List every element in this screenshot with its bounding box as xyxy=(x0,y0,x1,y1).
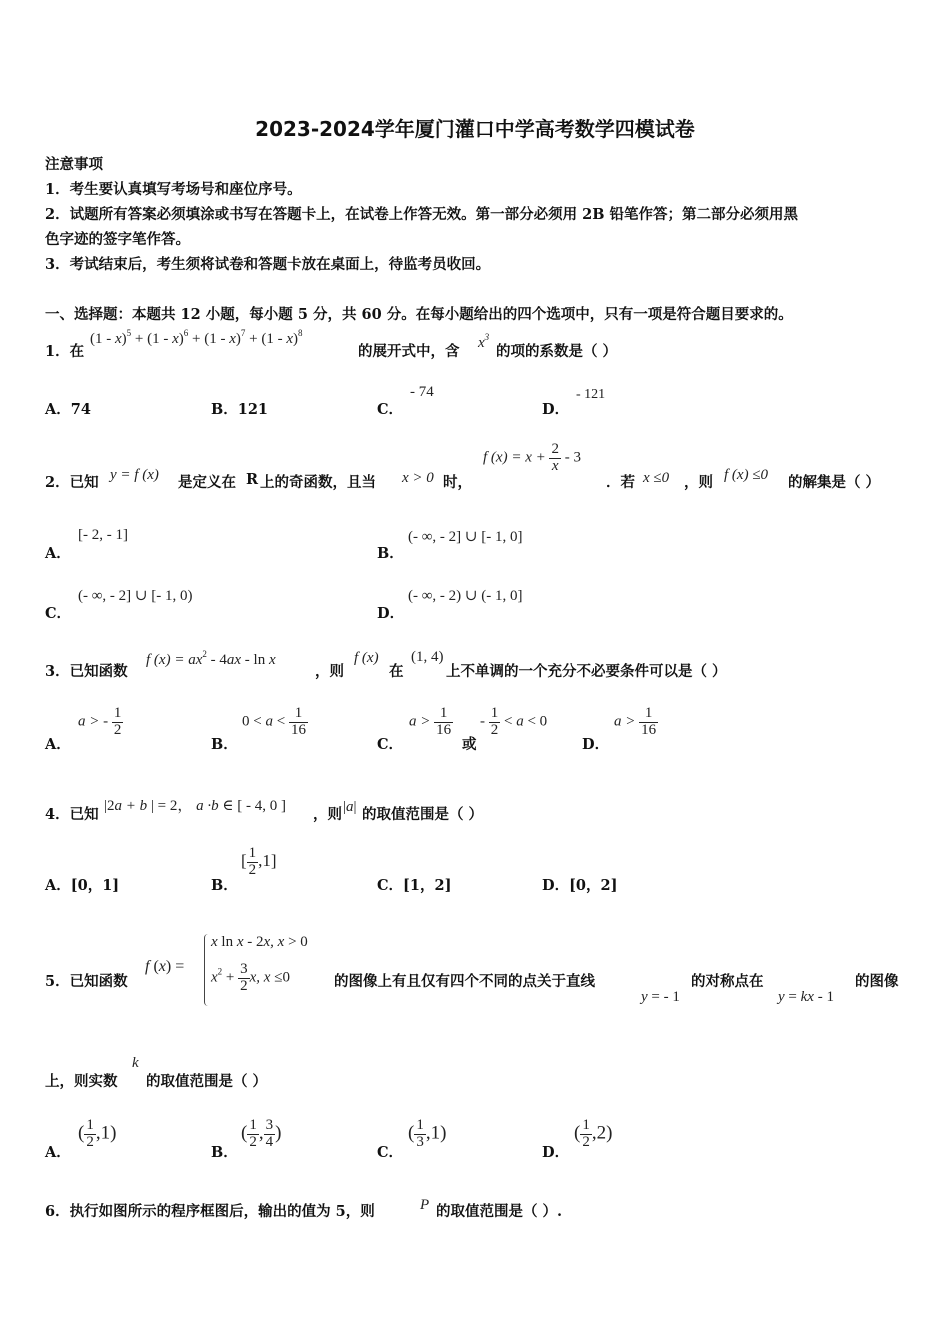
q6-text: 6．执行如图所示的程序框图后，输出的值为 5，则 xyxy=(45,1203,375,1220)
q4-number: 4．已知 xyxy=(45,806,99,823)
q3-option-b: B． xyxy=(211,736,238,753)
q3-text: 在 xyxy=(389,663,404,680)
q1-option-b: B．121 xyxy=(211,401,269,418)
q5-option-d-value: ( $\frac{1}{2}$ ,2) xyxy=(574,1117,613,1150)
q2-ineq: f (x) ≤0 xyxy=(724,467,769,483)
q3-option-c: C． xyxy=(377,736,404,753)
notice-item: 1．考生要认真填写考场号和座位序号。 xyxy=(45,181,302,198)
q2-option-a-value: [- 2, - 1] xyxy=(78,527,128,543)
q1-option-c: C． xyxy=(377,401,404,418)
q4-option-d: D．[0，2] xyxy=(542,877,618,894)
q1-term: $x^3$ xyxy=(478,332,490,351)
q4-option-b-value: [ $\frac{1}{2}$ ,1] xyxy=(241,845,277,878)
q3-interval: (1, 4) xyxy=(411,649,444,665)
q2-expr-f: y = f (x) xyxy=(110,467,159,483)
q6-text-end: 的取值范围是（ ）. xyxy=(436,1203,563,1220)
notice-item: 2．试题所有答案必须填涂或书写在答题卡上，在试卷上作答无效。第一部分必须用 2B 铅笔作答；第二部分必须用黑 xyxy=(45,206,799,223)
q5-brace xyxy=(204,934,211,1006)
q4-option-c: C．[1，2] xyxy=(377,877,452,894)
q6-p: P xyxy=(420,1197,430,1213)
q5-option-b-value: ( $\frac{1}{2}$ , $\frac{3}{4}$ ) xyxy=(241,1117,282,1150)
q5-line: y = - 1 xyxy=(641,989,680,1005)
q5-option-d: D． xyxy=(542,1144,570,1161)
q5-fx: f (x) = xyxy=(145,958,185,975)
q5-piece-2: $x^2$ + $\frac{3}{2}$ x, x ≤0 xyxy=(211,961,290,994)
q2-text: 是定义在 xyxy=(178,474,236,491)
q2-option-d-value: (- ∞, - 2) ∪ (- 1, 0] xyxy=(408,588,523,604)
q2-option-c: C． xyxy=(45,605,72,622)
q3-text: ，则 xyxy=(315,663,344,680)
q5-k: k xyxy=(132,1055,139,1071)
q2-cond: x > 0 xyxy=(402,470,434,486)
q3-option-d: D． xyxy=(582,736,610,753)
q1-option-c-value: - 74 xyxy=(410,384,434,400)
q5-text-line2-end: 的取值范围是（ ） xyxy=(146,1073,268,1090)
q5-option-c-value: ( $\frac{1}{3}$ ,1) xyxy=(408,1117,447,1150)
q2-text-r: R xyxy=(246,471,259,488)
q2-function: f (x) = x + $\frac{2}{x}$ - 3 xyxy=(483,441,581,474)
q2-cond2: x ≤0 xyxy=(643,470,670,486)
page-title: 2023-2024学年厦门灌口中学高考数学四模试卷 xyxy=(255,117,695,141)
q3-option-c-or: 或 xyxy=(462,736,477,753)
q5-option-c: C． xyxy=(377,1144,404,1161)
q5-text: 的图像上有且仅有四个不同的点关于直线 xyxy=(334,973,595,990)
q5-text: 的图像 xyxy=(855,973,899,990)
q3-fx: f (x) xyxy=(354,650,379,666)
notice-heading: 注意事项 xyxy=(45,156,103,173)
notice-item: 3．考试结束后，考生须将试卷和答题卡放在桌面上，待监考员收回。 xyxy=(45,256,491,273)
q3-function: f $(x) = ax^2 - 4ax - \ln x$ xyxy=(146,649,276,668)
notice-item: 色字迹的签字笔作答。 xyxy=(45,231,190,248)
q2-text: ，则 xyxy=(684,474,713,491)
q1-option-d-value: - 121 xyxy=(576,387,606,402)
q5-option-a-value: ( $\frac{1}{2}$ ,1) xyxy=(78,1117,117,1150)
q4-text: ，则 xyxy=(313,806,342,823)
q3-option-b-value: 0 < a < $\frac{1}{16}$ xyxy=(242,705,306,738)
q3-number: 3．已知函数 xyxy=(45,663,128,680)
section-heading: 一、选择题：本题共 12 小题，每小题 5 分，共 60 分。在每小题给出的四个选项中，只有一项是符合题目要求的。 xyxy=(45,306,793,323)
q5-option-b: B． xyxy=(211,1144,238,1161)
q4-condition: |2a + b | = 2， a ·b ∈ [ - 4, 0 ] xyxy=(104,798,286,814)
q3-option-a-value: a > - $\frac{1}{2}$ xyxy=(78,705,122,738)
q3-option-d-value: a > $\frac{1}{16}$ xyxy=(614,705,657,738)
q4-option-b: B． xyxy=(211,877,238,894)
q2-option-d: D． xyxy=(377,605,405,622)
q4-option-a: A．[0，1] xyxy=(45,877,120,894)
q5-number: 5．已知函数 xyxy=(45,973,128,990)
q3-option-a: A． xyxy=(45,736,71,753)
q2-text-end: 的解集是（ ） xyxy=(788,474,881,491)
q2-option-c-value: (- ∞, - 2] ∪ [- 1, 0) xyxy=(78,588,193,604)
q2-option-a: A． xyxy=(45,545,71,562)
q1-text: 的展开式中，含 xyxy=(358,343,460,360)
q1-text-end: 的项的系数是（ ） xyxy=(496,343,618,360)
q2-option-b-value: (- ∞, - 2] ∪ [- 1, 0] xyxy=(408,529,523,545)
q2-text: 上的奇函数，且当 xyxy=(260,474,376,491)
q3-option-c-value: a > $\frac{1}{16}$ xyxy=(409,705,452,738)
q2-option-b: B． xyxy=(377,545,404,562)
q5-line-2: y = kx - 1 xyxy=(778,989,834,1005)
q1-expression: (1 - x)$^5$ + (1 - x)$^6$ + (1 - x)$^7$ + (1 - x)$^8$ xyxy=(90,328,303,347)
q4-text-end: 的取值范围是（ ） xyxy=(362,806,484,823)
q2-text: 时， xyxy=(443,474,472,491)
q1-option-a: A．74 xyxy=(45,401,91,418)
q2-number: 2．已知 xyxy=(45,474,99,491)
q1-option-d: D． xyxy=(542,401,570,418)
q5-piece-1: x ln x - 2x, x > 0 xyxy=(211,934,308,950)
q5-option-a: A． xyxy=(45,1144,71,1161)
q3-option-c-value2: - $\frac{1}{2}$ < a < 0 xyxy=(480,705,548,738)
q2-text: ．若 xyxy=(606,474,635,491)
q5-text: 的对称点在 xyxy=(691,973,764,990)
q4-abs-a: |a| xyxy=(343,799,357,815)
q3-text-end: 上不单调的一个充分不必要条件可以是（ ） xyxy=(446,663,727,680)
q1-number: 1．在 xyxy=(45,343,85,360)
q5-text-line2: 上，则实数 xyxy=(45,1073,118,1090)
